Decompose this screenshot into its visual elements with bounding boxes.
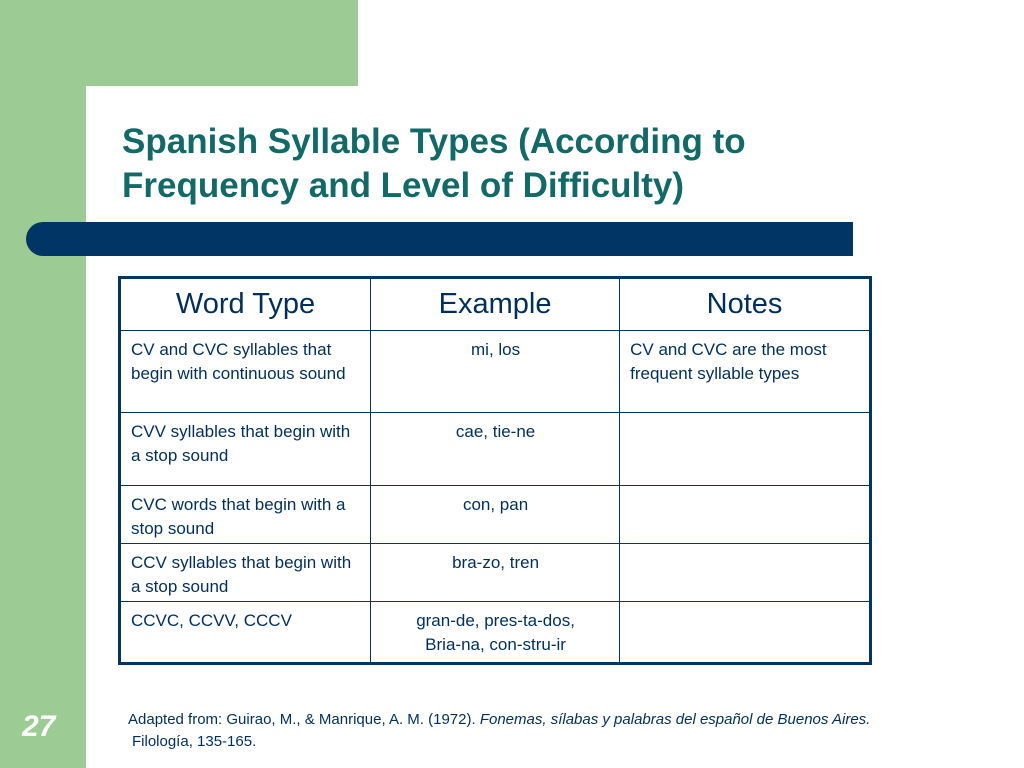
cell-example: con, pan (371, 486, 620, 544)
cell-example: mi, los (371, 331, 620, 413)
left-green-sidebar (0, 0, 86, 768)
header-word-type: Word Type (120, 278, 371, 331)
cell-notes (620, 602, 871, 664)
cell-word-type: CVC words that begin with a stop sound (120, 486, 371, 544)
citation-title: Fonemas, sílabas y palabras del español de Buenos Aires. (479, 711, 871, 728)
table-row (120, 486, 871, 544)
header-example: Example (371, 278, 620, 331)
cell-example (371, 602, 620, 664)
table-row (120, 413, 871, 486)
table-row (120, 602, 871, 664)
cell-word-type: CCVC, CCVV, CCCV (120, 602, 371, 664)
cell-notes (620, 544, 871, 602)
citation (128, 709, 1008, 753)
cell-word-type: CV and CVC syllables that begin with continuous sound (120, 331, 371, 413)
slide-title (122, 120, 882, 208)
slide-number: 27 (22, 710, 56, 743)
title-underline-bar (26, 222, 853, 256)
citation-suffix: Filología, 135-165. (132, 733, 257, 750)
cell-example: bra-zo, tren (371, 544, 620, 602)
slide-title-line-2: Frequency and Level of Difficulty) (122, 166, 685, 205)
cell-example: cae, tie-ne (371, 413, 620, 486)
cell-example-line-1: gran-de, pres-ta-dos, (416, 611, 575, 630)
cell-notes (620, 486, 871, 544)
syllable-types-table (118, 276, 872, 665)
slide-title-line-1: Spanish Syllable Types (According to (122, 122, 746, 161)
cell-word-type: CCV syllables that begin with a stop sound (120, 544, 371, 602)
header-notes: Notes (620, 278, 871, 331)
cell-notes (620, 413, 871, 486)
citation-prefix: Adapted from: Guirao, M., & Manrique, A. M. (1972). (128, 711, 480, 728)
cell-example-line-2: Bria-na, con-stru-ir (425, 635, 566, 654)
cell-notes: CV and CVC are the most frequent syllable types (620, 331, 871, 413)
table-row (120, 544, 871, 602)
cell-word-type: CVV syllables that begin with a stop sound (120, 413, 371, 486)
table-header-row (120, 278, 871, 331)
table-row (120, 331, 871, 413)
